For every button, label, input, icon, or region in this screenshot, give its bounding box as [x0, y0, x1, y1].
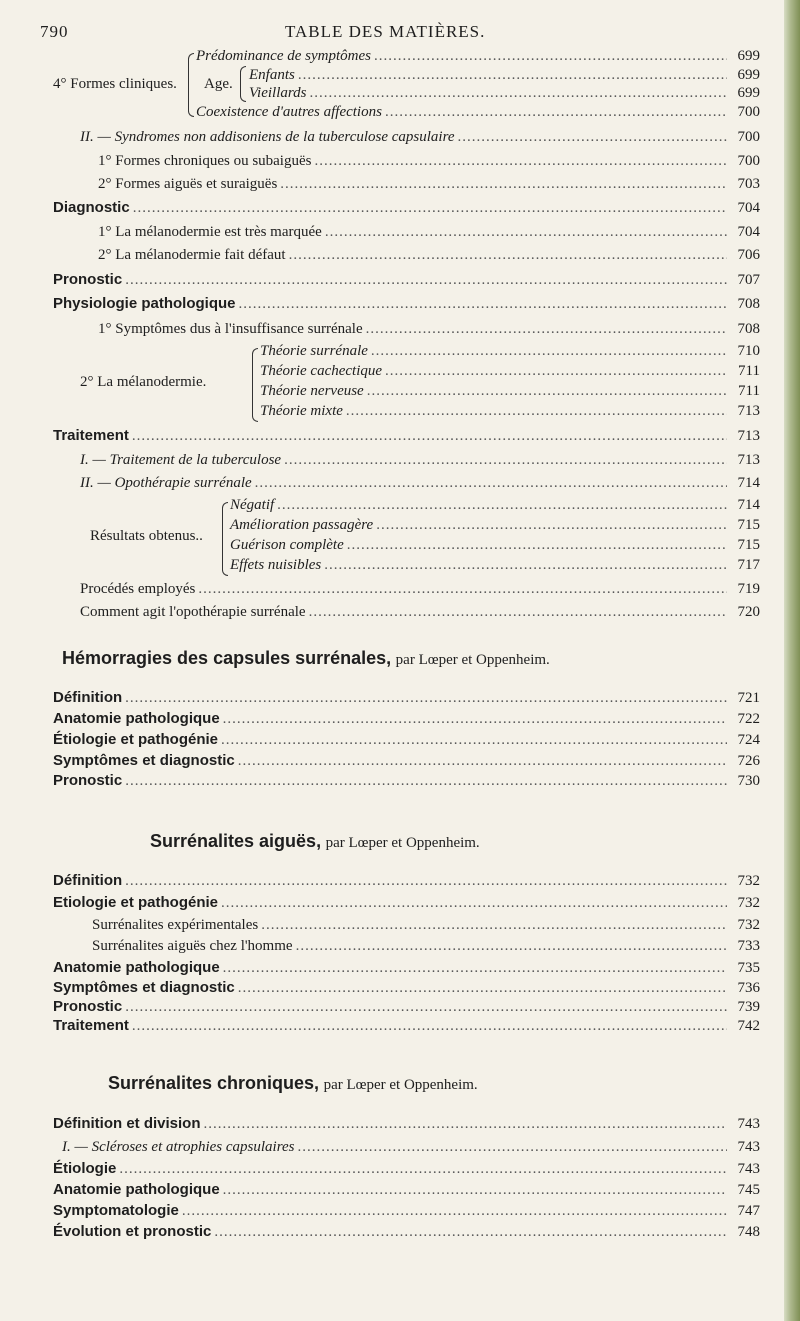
toc-entry: Théorie cachectique ..... 711 — [260, 360, 760, 382]
toc-entry: Amélioration passagère ..... 715 — [230, 514, 760, 536]
toc-entry: Anatomie pathologique ..... 722 — [53, 708, 760, 730]
toc-entry: Étiologie ..... 743 — [53, 1158, 760, 1180]
toc-entry: Traitement ..... 742 — [53, 1015, 760, 1037]
brace — [188, 53, 194, 117]
toc-entry: Etiologie et pathogénie ..... 732 — [53, 892, 760, 914]
brace — [240, 66, 246, 102]
toc-entry: Théorie surrénale ..... 710 — [260, 340, 760, 362]
section-title-surrenalites-aigues: Surrénalites aiguës, par Lœper et Oppenheim. — [150, 831, 480, 851]
toc-entry: Pronostic ..... 739 — [53, 996, 760, 1018]
toc-entry: Symptômes et diagnostic ..... 726 — [53, 750, 760, 772]
toc-entry: 2° Formes aiguës et suraiguës ..... 703 — [98, 173, 760, 195]
toc-entry: II. — Syndromes non addisoniens de la tuberculose capsulaire ..... 700 — [80, 126, 760, 148]
toc-entry: Évolution et pronostic ..... 748 — [53, 1221, 760, 1243]
toc-entry: Guérison complète ..... 715 — [230, 534, 760, 556]
toc-entry: Surrénalites expérimentales ..... 732 — [92, 914, 760, 936]
section-title-hemorragies: Hémorragies des capsules surrénales, par Lœper et Oppenheim. — [62, 648, 550, 668]
group-label-melanodermie: 2° La mélanodermie. — [80, 374, 207, 390]
toc-entry: 1° Symptômes dus à l'insuffisance surrénale ..... 708 — [98, 318, 760, 340]
toc-entry: Enfants ..... 699 — [249, 64, 760, 86]
group-label-formes: 4° Formes cliniques. — [53, 76, 177, 92]
toc-entry: 2° La mélanodermie fait défaut ..... 706 — [98, 244, 760, 266]
toc-entry: Effets nuisibles ..... 717 — [230, 554, 760, 576]
toc-entry: Étiologie et pathogénie ..... 724 — [53, 729, 760, 751]
toc-entry: Définition et division ..... 743 — [53, 1113, 760, 1135]
toc-entry: 1° Formes chroniques ou subaiguës ..... 700 — [98, 150, 760, 172]
toc-entry: Théorie mixte ..... 713 — [260, 400, 760, 422]
toc-entry: Anatomie pathologique ..... 745 — [53, 1179, 760, 1201]
toc-entry: II. — Opothérapie surrénale ..... 714 — [80, 472, 760, 494]
page-edge — [784, 0, 800, 1321]
page-header — [40, 22, 760, 46]
toc-entry: Procédés employés ..... 719 — [80, 578, 760, 600]
toc-entry: Théorie nerveuse ..... 711 — [260, 380, 760, 402]
toc-entry: Traitement ..... 713 — [53, 425, 760, 447]
toc-entry: Définition ..... 721 — [53, 687, 760, 709]
toc-entry: Définition ..... 732 — [53, 870, 760, 892]
toc-entry: Comment agit l'opothérapie surrénale ..... 720 — [80, 601, 760, 623]
toc-entry: 1° La mélanodermie est très marquée ..... 704 — [98, 221, 760, 243]
toc-entry: Diagnostic ..... 704 — [53, 197, 760, 219]
toc-entry: Pronostic ..... 730 — [53, 770, 760, 792]
toc-entry: I. — Scléroses et atrophies capsulaires ..... 743 — [62, 1136, 760, 1158]
page-number: 790 — [40, 22, 69, 41]
brace — [222, 502, 228, 576]
toc-entry: Surrénalites aiguës chez l'homme ..... 733 — [92, 935, 760, 957]
running-title: TABLE DES MATIÈRES. — [285, 22, 486, 41]
brace — [252, 348, 258, 422]
group-label-resultats: Résultats obtenus.. — [90, 528, 203, 544]
toc-entry: Symptomatologie ..... 747 — [53, 1200, 760, 1222]
toc-entry: I. — Traitement de la tuberculose ..... 713 — [80, 449, 760, 471]
toc-entry: Négatif ..... 714 — [230, 494, 760, 516]
toc-entry: Coexistence d'autres affections ..... 700 — [196, 101, 760, 123]
toc-entry: Anatomie pathologique ..... 735 — [53, 957, 760, 979]
toc-entry: Pronostic ..... 707 — [53, 269, 760, 291]
group-label-age: Age. — [204, 76, 233, 92]
toc-entry: Vieillards ..... 699 — [249, 82, 760, 104]
toc-entry: Prédominance de symptômes ..... 699 — [196, 45, 760, 67]
toc-entry: Physiologie pathologique ..... 708 — [53, 293, 760, 315]
section-title-surrenalites-chroniques: Surrénalites chroniques, par Lœper et Oppenheim. — [108, 1073, 478, 1093]
toc-entry: Symptômes et diagnostic ..... 736 — [53, 977, 760, 999]
